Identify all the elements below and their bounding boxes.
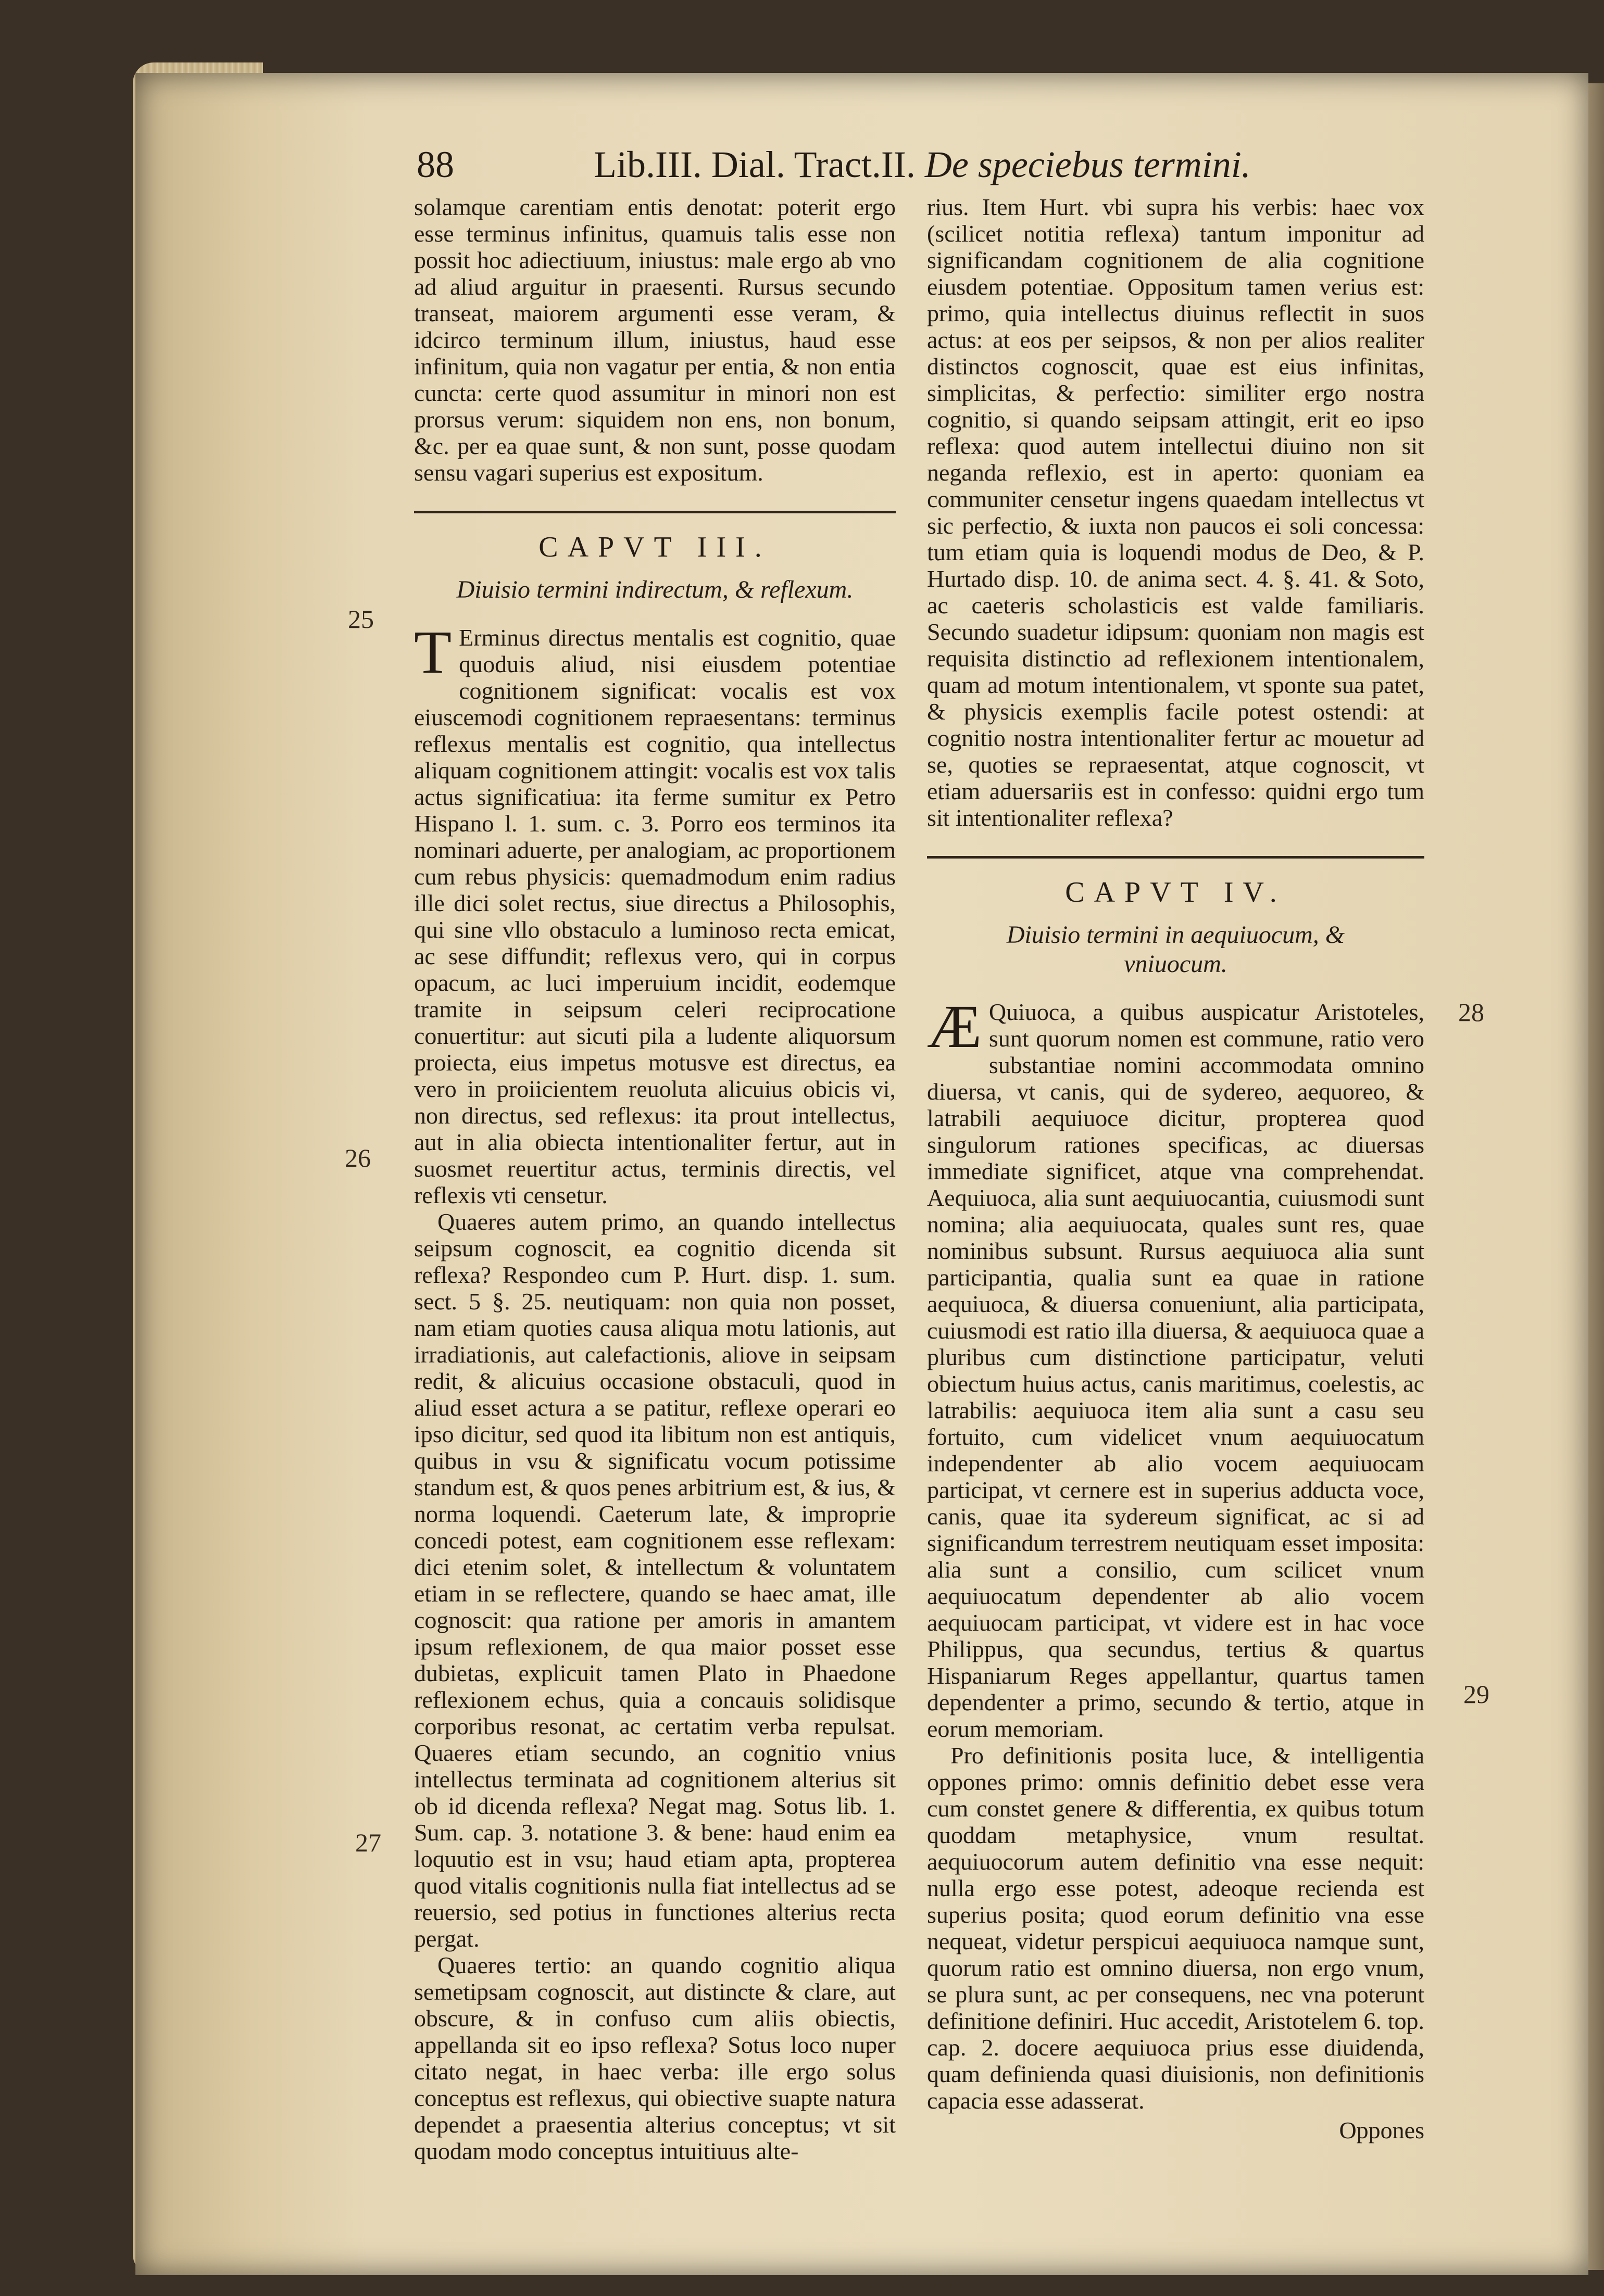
chapter-3-title: Diuisio termini indirectum, & reflexum. [456, 576, 854, 603]
chapter-4-title: Diuisio termini in aequiuocum, & vniuocum. [1006, 921, 1345, 978]
running-head [594, 143, 1251, 186]
section-divider [927, 856, 1424, 859]
chapter-4-paragraph-1-text: Quiuoca, a quibus auspicatur Aristoteles, sunt quorum nomen est commune, ratio vero substantiae nomini accommodata omnino diuersa, vt canis, qui de sydereo, aequoreo, & latrabili aequiuoce dicitur, propterea quod singulorum rationes specificas, ac diuersas immediate significet, atque vna comprehendat. Aequiuoca, alia sunt aequiuocantia, cuiusmodi sunt nomina; alia aequiuocata, quales sunt res, quae nominibus subsunt. Rursus aequiuoca alia sunt participantia, qualia sunt ea quae in ratione aequiuoca, & diuersa conueniunt, alia participata, cuiusmodi est ratio illa diuersa, & aequiuoca quae a pluribus cum distinctione participatur, veluti obiectum huius actus, canis maritimus, coelestis, ac latrabilis: aequiuoca item alia sunt a casu seu fortuito, cum videlicet vnum aequiuocatum independenter ab alio vocem aequiuocam participat, vt cernere est in superius adducta voce, canis, quae ita sydereum significat, ac si ad significandum terrestrem neutiquam esset imposita: alia sunt a consilio, cum scilicet vnum aequiuocatum dependenter ab alio vocem aequiuocam participat, vt videre est in hac voce Philippus, qua secundus, tertius & quartus Hispaniarum Reges appellantur, quartus tamen dependenter a primo, secundo & tertio, atque in eorum memoriam. [927, 999, 1424, 1742]
margin-number-25: 25 [348, 604, 374, 634]
running-head-roman: Lib.III. Dial. Tract.II. [594, 144, 916, 185]
chapter-3-paragraph-2: Quaeres autem primo, an quando intellectus seipsum cognoscit, ea cognitio dicenda sit reflexa? Respondeo cum P. Hurt. disp. 1. sum. sect. 5 §. 25. neutiquam: non quia non posset, nam etiam quoties causa aliqua motu lationis, aut irradiationis, aut calefactionis, aliove in seipsam redit, & alicuius occasione obstaculi, quod in aliud esset actura a se patitur, reflexe operari eo ipso dicitur, sed quod ita libitum non est antiquis, quibus in vsu & significatu vocum potissime standum est, & quos penes arbitrium est, & ius, & norma loquendi. Caeterum late, & improprie concedi potest, eam cognitionem esse reflexam: dici etenim solet, & intellectum & voluntatem etiam in se reflectere, quando se haec amat, ille cognoscit: qua ratione per amoris in amantem ipsum reflexionem, de qua maior posset esse dubietas, explicuit tamen Plato in Phaedone reflexionem echus, quia a concauis solidisque corporibus resonat, ac certatim verba repulsat. Quaeres etiam secundo, an cognitio vnius intellectus terminata ad cognitionem alterius sit ob id dicenda reflexa? Negat mag. Sotus lib. 1. Sum. cap. 3. notatione 3. & bene: haud enim ea loquutio est in vsu; haud etiam apta, propterea quod vitalis cognitionis nulla fiat intellectus ad se reuersio, sed potius in functiones alterius recta pergat. [414, 1208, 896, 1952]
chapter-4-heading: CAPVT IV. [1065, 876, 1286, 909]
right-column [927, 194, 1424, 2143]
section-divider [414, 511, 896, 513]
page-number: 88 [417, 144, 454, 185]
left-column [414, 194, 896, 2164]
left-top-paragraph: solamque carentiam entis denotat: poterit ergo esse terminus infinitus, quamuis talis esse non possit hoc adiectiuum, iniustus: male ergo ab vno ad aliud arguitur in praesenti. Rursus secundo transeat, maiorem argumenti esse veram, & idcirco terminum illum, iniustus, haud esse infinitum, quia non vagatur per entia, & non entia cuncta: certe quod assumitur in minori non est prorsus verum: siquidem non ens, non bonum, &c. per ea quae sunt, & non sunt, posse quodam sensu vagari superius est expositum. [414, 194, 896, 486]
chapter-3-paragraph-3: Quaeres tertio: an quando cognitio aliqua semetipsam cognoscit, aut distincte & clare, aut obscure, & in confuso cum aliis obiectis, appellanda sit eo ipso reflexa? Sotus loco nuper citato negat, in haec verba: ille ergo solus conceptus est reflexus, qui obiective suapte natura dependet a praesentia alterius conceptus; vt sit quodam modo conceptus intuitiuus alte- [414, 1952, 896, 2164]
chapter-3-heading: CAPVT III. [538, 531, 771, 563]
chapter-4-paragraph-1 [927, 992, 1424, 1742]
right-top-paragraph: rius. Item Hurt. vbi supra his verbis: haec vox (scilicet notitia reflexa) tantum imponitur ad significandam cognitionem de alia cognitione eiusdem potentiae. Oppositum tamen verius est: primo, quia intellectus diuinus reflectit in suos actus: at eos per seipsos, & non per alios realiter distinctos cognoscit, quae est eius infinitas, simplicitas, & perfectio: similiter ergo nostra cognitio, si quando seipsam attingit, erit eo ipso reflexa: quod autem intellectui diuino non sit neganda reflexio, est in aperto: quoniam ea communiter censetur ingens quaedam intellectus vt sic perfectio, & iuxta non paucos ei soli concessa: tum etiam quia is loquendi modus de Deo, & P. Hurtado disp. 10. de anima sect. 4. §. 41. & Soto, ac caeteris scholasticis est valde familiaris. Secundo suadetur idipsum: quoniam non magis est requisita distinctio ad reflexionem intentionalem, quam ad motum intentionalem, vt sponte sua patet, & physicis exemplis facile potest ostendi: at cognitio nostra intentionaliter fertur ac mouetur ad se, quoties se repraesentat, atque cognoscit, vt etiam aduersariis est in confesso: quidni ergo tum sit intentionaliter reflexa? [927, 194, 1424, 831]
running-header [417, 138, 1427, 195]
chapter-3-paragraph-1-text: Erminus directus mentalis est cognitio, quae quoduis aliud, nisi eiusdem potentiae cognitionem significat: vocalis est vox eiuscemodi cognitionem repraesentans: terminus reflexus mentalis est cognitio, qua intellectus aliquam cognitionem attingit: vocalis est vox talis actus significatiua: ita ferme sumitur ex Petro Hispano l. 1. sum. c. 3. Porro eos terminos ita nominari aduerte, per analogiam, ac proportionem cum rebus physicis: quemadmodum enim radius ille dici solet rectus, siue directus a Philosophis, qui sine vllo obstaculo a luminoso recta emicat, ac sese diffundit; reflexus vero, qui in corpus opacum, ac luci imperuium incidit, eodemque tramite in seipsum celeri reciprocatione conuertitur: aut sicuti pila a ludente aliquorsum proiecta, eius impetus motusve est directus, ea vero in proiicientem reuoluta alicuius obicis vi, non directus, sed reflexus: ita prout intellectus, aut in alia obiecta intentionaliter fertur, aut in suosmet reuertitur actus, terminis directis, vel reflexis vti censetur. [414, 624, 896, 1208]
running-head-italic: De speciebus termini. [924, 144, 1251, 185]
chapter-4-paragraph-2: Pro definitionis posita luce, & intelligentia oppones primo: omnis definitio debet esse vera cum constet genere & differentia, ex quibus totum quoddam metaphysice, vnum resultat. aequiuocorum autem definitio vna esse nequit: nulla ergo esse potest, adeoque recienda est superius posita; quod eorum definitio vna esse nequeat, videtur perspicui aequiuoca namque sunt, quorum ratio est omnino diuersa, non ergo vnum, se plura sunt, ac per consequens, nec vna poterunt definitione definiri. Huc accedit, Aristotelem 6. top. cap. 2. docere aequiuoca prius esse diuidenda, quam definienda quasi diuisionis, non definitionis capacia esse adasserat. [927, 1742, 1424, 2114]
drop-cap-AE: Æ [927, 992, 982, 1061]
drop-cap-T: T [414, 618, 452, 686]
margin-number-28: 28 [1458, 998, 1484, 1027]
margin-number-27: 27 [355, 1828, 381, 1857]
margin-number-26: 26 [345, 1143, 371, 1172]
catchword: Oppones [1339, 2117, 1424, 2143]
chapter-3-paragraph-1 [414, 618, 896, 1208]
margin-number-29: 29 [1463, 1680, 1489, 1709]
